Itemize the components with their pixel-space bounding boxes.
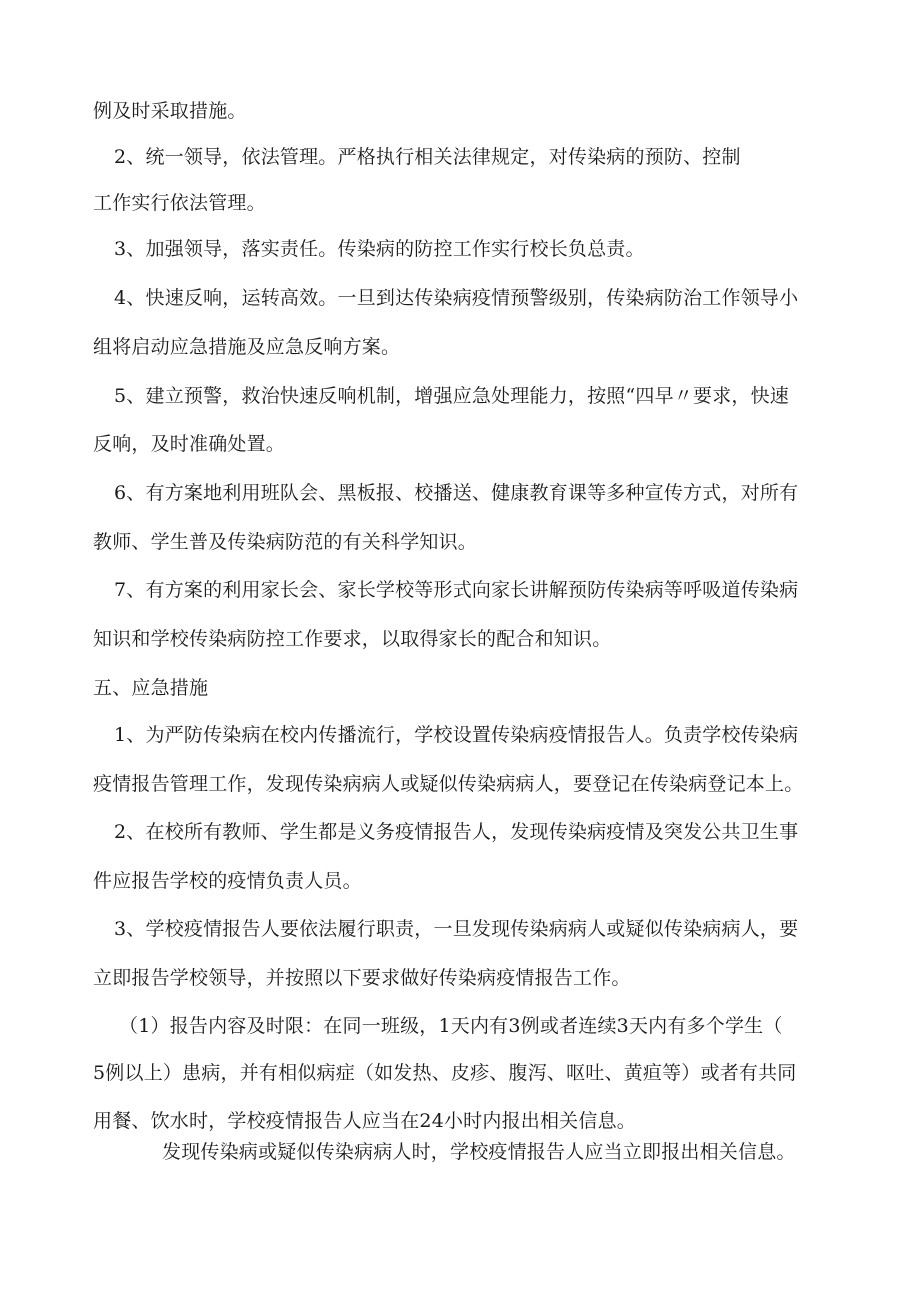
text-line: 7、有方案的利用家长会、家长学校等形式向家长讲解预防传染病等呼吸道传染病 bbox=[114, 579, 799, 601]
text-line: 例及时采取措施。 bbox=[93, 100, 247, 122]
text-line: 工作实行依法管理。 bbox=[93, 192, 266, 214]
text-line: 组将启动应急措施及应急反响方案。 bbox=[93, 336, 401, 358]
text-line: 2、在校所有教师、学生都是义务疫情报告人，发现传染病疫情及突发公共卫生事 bbox=[114, 821, 799, 843]
text-line: 3、加强领导，落实责任。传染病的防控工作实行校长负总责。 bbox=[114, 238, 645, 260]
text-line: 用餐、饮水时，学校疫情报告人应当在24小时内报出相关信息。 bbox=[93, 1110, 636, 1132]
text-line: 发现传染病或疑似传染病病人时，学校疫情报告人应当立即报出相关信息。 bbox=[162, 1141, 796, 1163]
text-line: 3、学校疫情报告人要依法履行职责，一旦发现传染病病人或疑似传染病病人，要 bbox=[114, 918, 799, 940]
text-line: 5例以上）患病，并有相似病症（如发热、皮疹、腹泻、呕吐、黄疸等）或者有共同 bbox=[93, 1062, 797, 1084]
text-line: 立即报告学校领导，并按照以下要求做好传染病疫情报告工作。 bbox=[93, 967, 631, 989]
text-line: （1）报告内容及时限：在同一班级，1天内有3例或者连续3天内有多个学生（ bbox=[119, 1015, 783, 1037]
text-line: 6、有方案地利用班队会、黑板报、校播送、健康教育课等多种宣传方式，对所有 bbox=[114, 482, 799, 504]
text-line: 2、统一领导，依法管理。严格执行相关法律规定，对传染病的预防、控制 bbox=[114, 146, 741, 168]
text-line: 1、为严防传染病在校内传播流行，学校设置传染病疫情报告人。负责学校传染病 bbox=[114, 724, 799, 746]
text-line: 知识和学校传染病防控工作要求，以取得家长的配合和知识。 bbox=[93, 628, 612, 650]
text-line: 件应报告学校的疫情负责人员。 bbox=[93, 870, 362, 892]
text-line: 疫情报告管理工作，发现传染病病人或疑似传染病病人，要登记在传染病登记本上。 bbox=[93, 773, 804, 795]
section-heading: 五、应急措施 bbox=[93, 677, 209, 699]
text-line: 4、快速反响，运转高效。一旦到达传染病疫情预警级别，传染病防治工作领导小 bbox=[114, 287, 799, 309]
text-line: 教师、学生普及传染病防范的有关科学知识。 bbox=[93, 531, 478, 553]
text-line: 反响，及时准确处置。 bbox=[93, 433, 286, 455]
text-line: 5、建立预警，救治快速反响机制，增强应急处理能力，按照“四早〃要求，快速 bbox=[114, 385, 790, 407]
